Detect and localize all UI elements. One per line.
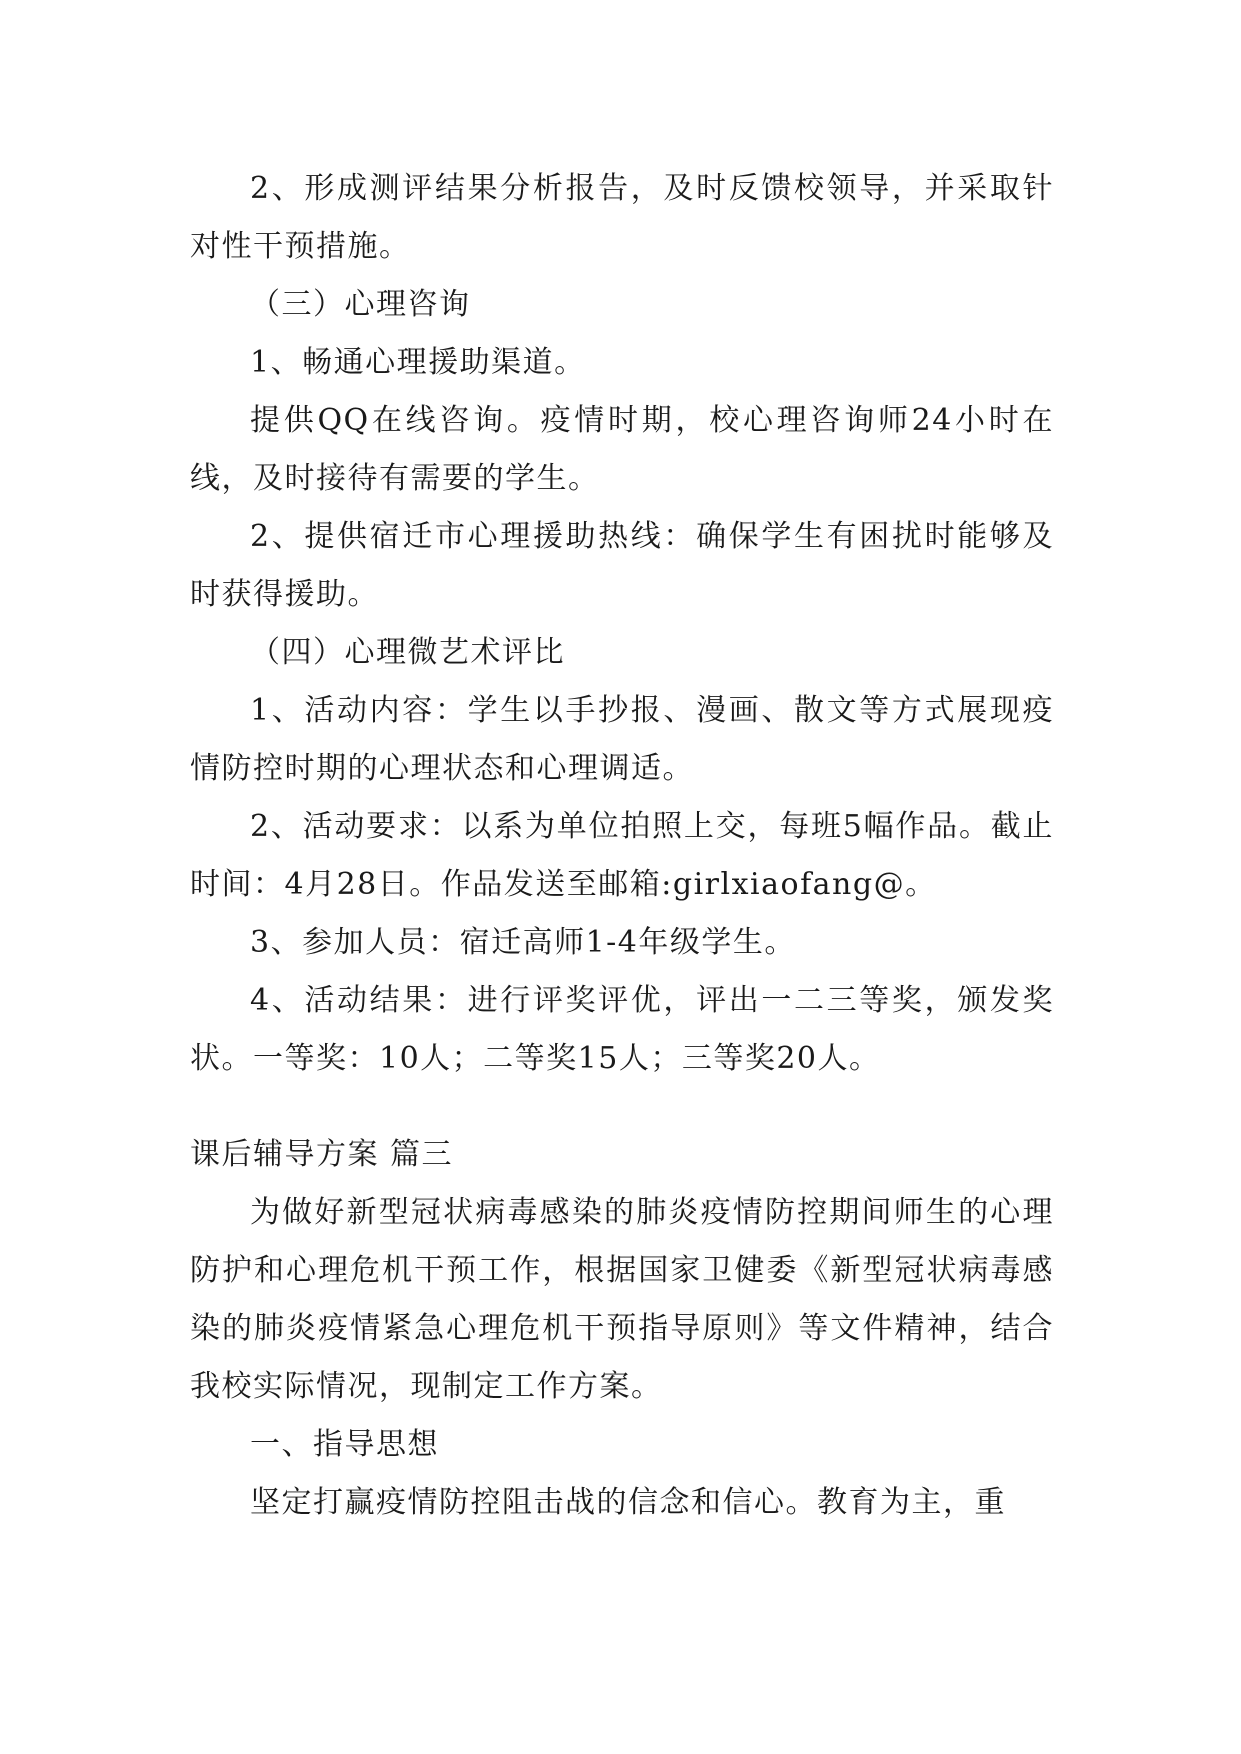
paragraph-activity-requirements: 2、活动要求：以系为单位拍照上交，每班5幅作品。截止时间：4月28日。作品发送至邮箱:girlxiaofang@。	[190, 809, 1054, 902]
paragraph-hotline: 2、提供宿迁市心理援助热线：确保学生有困扰时能够及时获得援助。	[190, 519, 1054, 612]
heading-guiding-ideology: 一、指导思想	[250, 1427, 439, 1462]
paragraph-activity-results: 4、活动结果：进行评奖评优，评出一二三等奖，颁发奖状。一等奖：10人；二等奖15人；三等奖20人。	[190, 983, 1054, 1076]
paragraph-qq-consult: 提供QQ在线咨询。疫情时期，校心理咨询师24小时在线，及时接待有需要的学生。	[190, 403, 1054, 496]
paragraph-channel: 1、畅通心理援助渠道。	[250, 345, 586, 380]
document-body	[190, 160, 1054, 1532]
paragraph-analysis-report: 2、形成测评结果分析报告，及时反馈校领导，并采取针对性干预措施。	[190, 171, 1054, 264]
paragraph-guiding-ideology: 坚定打赢疫情防控阻击战的信念和信心。教育为主，重	[250, 1485, 1006, 1520]
paragraph-intro: 为做好新型冠状病毒感染的肺炎疫情防控期间师生的心理防护和心理危机干预工作，根据国家卫健委《新型冠状病毒感染的肺炎疫情紧急心理危机干预指导原则》等文件精神，结合我校实际情况，现制定工作方案。	[190, 1195, 1054, 1404]
paragraph-activity-content: 1、活动内容：学生以手抄报、漫画、散文等方式展现疫情防控时期的心理状态和心理调适。	[190, 693, 1054, 786]
paragraph-participants: 3、参加人员：宿迁高师1-4年级学生。	[250, 925, 796, 960]
heading-art-contest: （四）心理微艺术评比	[250, 635, 565, 670]
heading-counseling: （三）心理咨询	[250, 287, 471, 322]
section-title: 课后辅导方案 篇三	[190, 1137, 454, 1172]
